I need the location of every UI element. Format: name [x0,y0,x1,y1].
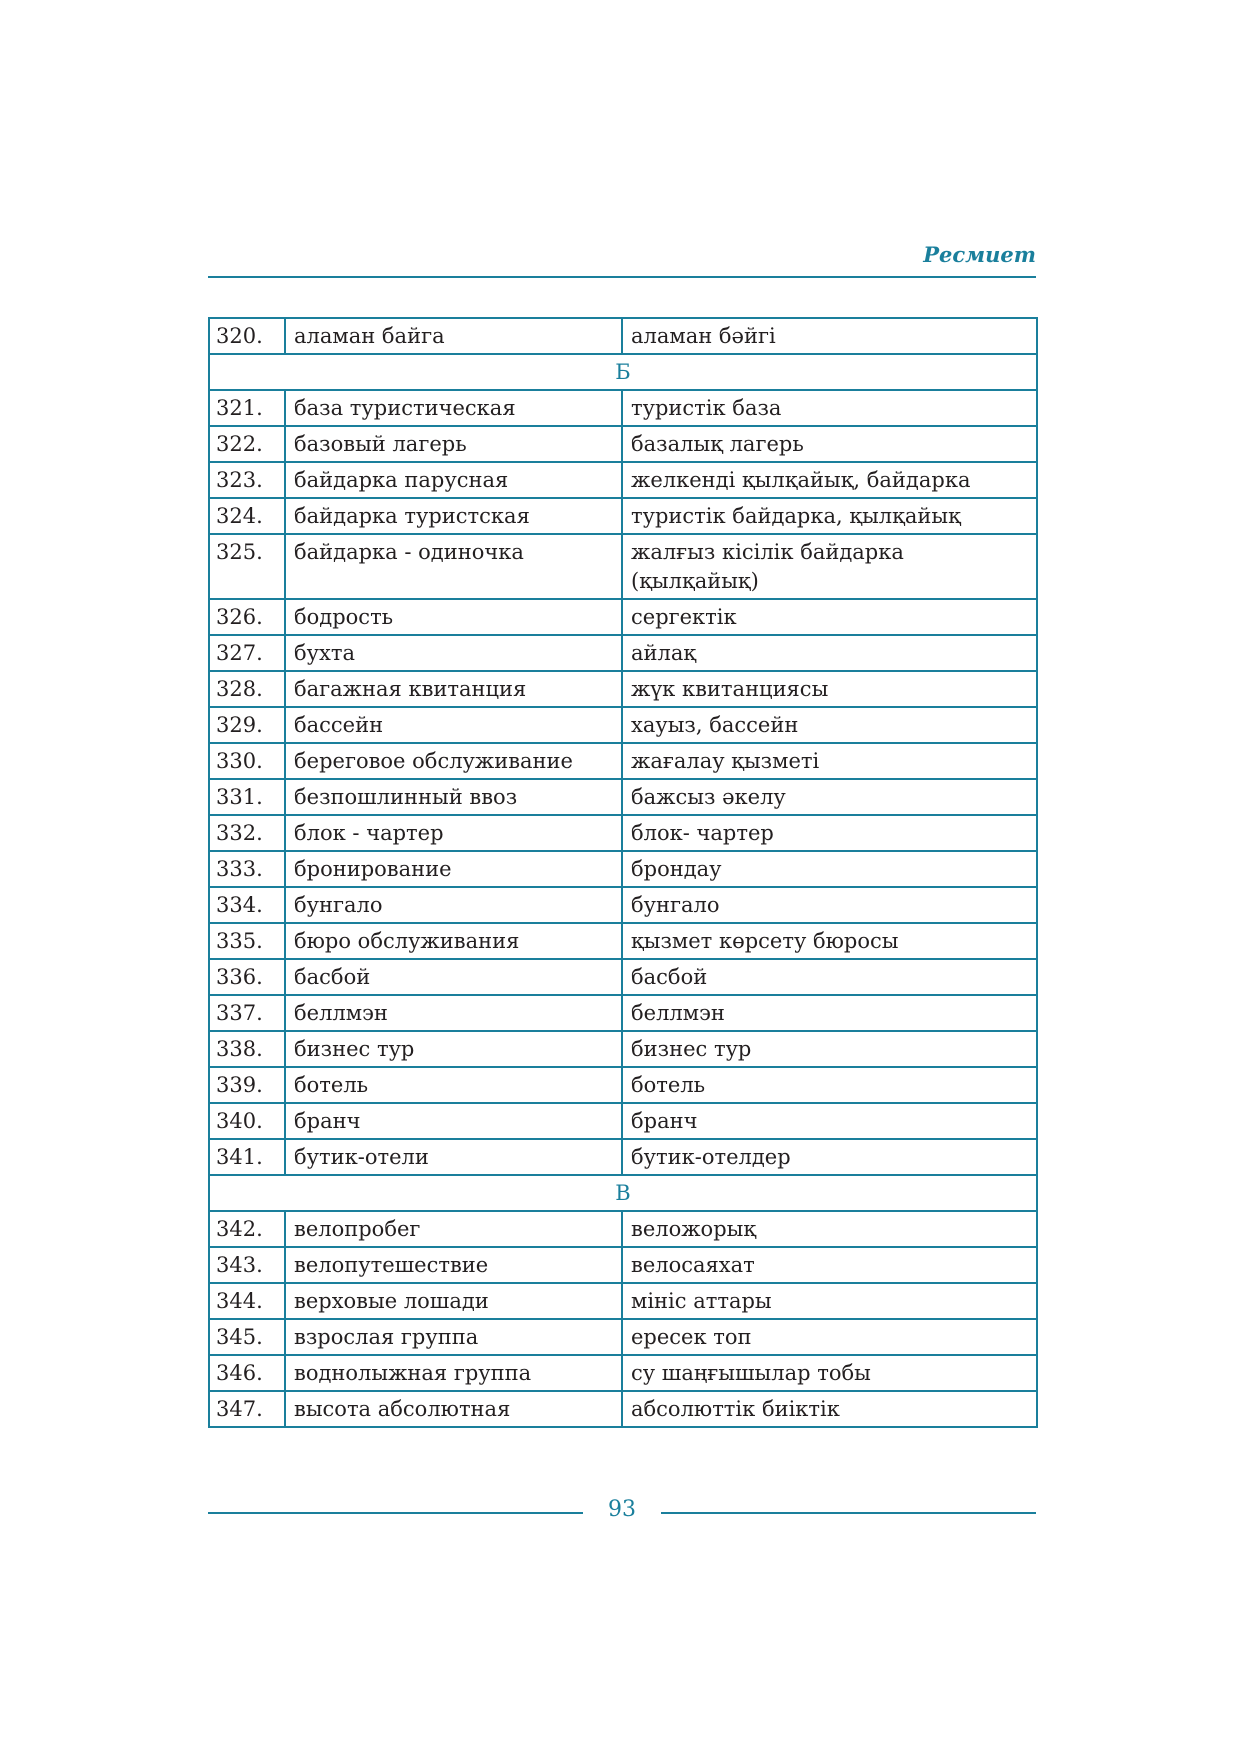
russian-term: базовый лагерь [285,426,622,462]
table-row [209,671,1037,707]
table-row [209,995,1037,1031]
kazakh-term: туристік база [622,390,1037,426]
entry-number: 321. [209,390,285,426]
kazakh-term: базалық лагерь [622,426,1037,462]
table-row [209,1391,1037,1427]
russian-term: велопробег [285,1211,622,1247]
table-row [209,534,1037,599]
entry-number: 320. [209,318,285,354]
table-row [209,887,1037,923]
kazakh-term: бажсыз әкелу [622,779,1037,815]
entry-number: 330. [209,743,285,779]
kazakh-term: ересек топ [622,1319,1037,1355]
entry-number: 322. [209,426,285,462]
running-header-title: Ресмиет [923,242,1036,267]
russian-term: безпошлинный ввоз [285,779,622,815]
russian-term: байдарка туристская [285,498,622,534]
russian-term: бутик-отели [285,1139,622,1175]
table-row [209,1139,1037,1175]
entry-number: 339. [209,1067,285,1103]
kazakh-term: сергектік [622,599,1037,635]
table-row [209,815,1037,851]
table-row [209,318,1037,354]
kazakh-term: бутик-отелдер [622,1139,1037,1175]
table-row [209,779,1037,815]
kazakh-term: велосаяхат [622,1247,1037,1283]
russian-term: береговое обслуживание [285,743,622,779]
russian-term: бухта [285,635,622,671]
russian-term: верховые лошади [285,1283,622,1319]
kazakh-term: блок- чартер [622,815,1037,851]
kazakh-term: жүк квитанциясы [622,671,1037,707]
entry-number: 346. [209,1355,285,1391]
kazakh-term: жалғыз кісілік байдарка (қылқайық) [622,534,1037,599]
table-row [209,1283,1037,1319]
entry-number: 342. [209,1211,285,1247]
russian-term: блок - чартер [285,815,622,851]
kazakh-term: су шаңғышылар тобы [622,1355,1037,1391]
russian-term: бунгало [285,887,622,923]
table-row [209,1031,1037,1067]
table-row [209,959,1037,995]
table-row [209,426,1037,462]
entry-number: 325. [209,534,285,599]
table-row [209,462,1037,498]
kazakh-term: бранч [622,1103,1037,1139]
entry-number: 328. [209,671,285,707]
russian-term: байдарка парусная [285,462,622,498]
table-row [209,390,1037,426]
section-header-row [209,354,1037,390]
page-footer [208,1497,1036,1527]
kazakh-term: бизнес тур [622,1031,1037,1067]
entry-number: 347. [209,1391,285,1427]
section-letter: В [209,1175,1037,1211]
kazakh-term: брондау [622,851,1037,887]
table-row [209,1211,1037,1247]
russian-term: басбой [285,959,622,995]
entry-number: 331. [209,779,285,815]
table-row [209,635,1037,671]
entry-number: 338. [209,1031,285,1067]
russian-term: взрослая группа [285,1319,622,1355]
russian-term: бранч [285,1103,622,1139]
kazakh-term: веложорық [622,1211,1037,1247]
table-row [209,851,1037,887]
entry-number: 333. [209,851,285,887]
kazakh-term: беллмэн [622,995,1037,1031]
kazakh-term: туристік байдарка, қылқайық [622,498,1037,534]
entry-number: 327. [209,635,285,671]
entry-number: 334. [209,887,285,923]
table-row [209,599,1037,635]
entry-number: 323. [209,462,285,498]
russian-term: бюро обслуживания [285,923,622,959]
table-row [209,1247,1037,1283]
entry-number: 336. [209,959,285,995]
kazakh-term: бунгало [622,887,1037,923]
glossary-table [208,317,1038,1428]
russian-term: багажная квитанция [285,671,622,707]
page-number: 93 [608,1497,636,1522]
russian-term: аламан байга [285,318,622,354]
russian-term: бизнес тур [285,1031,622,1067]
entry-number: 326. [209,599,285,635]
russian-term: бодрость [285,599,622,635]
section-letter: Б [209,354,1037,390]
header-divider [208,276,1036,278]
russian-term: база туристическая [285,390,622,426]
russian-term: байдарка - одиночка [285,534,622,599]
entry-number: 345. [209,1319,285,1355]
russian-term: воднолыжная группа [285,1355,622,1391]
table-row [209,743,1037,779]
table-row [209,707,1037,743]
russian-term: велопутешествие [285,1247,622,1283]
table-row [209,1319,1037,1355]
kazakh-term: абсолюттік биіктік [622,1391,1037,1427]
kazakh-term: аламан бәйгі [622,318,1037,354]
russian-term: беллмэн [285,995,622,1031]
kazakh-term: айлақ [622,635,1037,671]
entry-number: 341. [209,1139,285,1175]
table-row [209,498,1037,534]
entry-number: 335. [209,923,285,959]
kazakh-term: қызмет көрсету бюросы [622,923,1037,959]
entry-number: 332. [209,815,285,851]
table-row [209,1355,1037,1391]
table-row [209,1103,1037,1139]
entry-number: 344. [209,1283,285,1319]
table-row [209,923,1037,959]
entry-number: 329. [209,707,285,743]
kazakh-term: желкенді қылқайық, байдарка [622,462,1037,498]
entry-number: 324. [209,498,285,534]
entry-number: 343. [209,1247,285,1283]
entry-number: 337. [209,995,285,1031]
russian-term: высота абсолютная [285,1391,622,1427]
section-header-row [209,1175,1037,1211]
kazakh-term: мініс аттары [622,1283,1037,1319]
kazakh-term: басбой [622,959,1037,995]
footer-divider-right [661,1512,1036,1514]
kazakh-term: хауыз, бассейн [622,707,1037,743]
entry-number: 340. [209,1103,285,1139]
russian-term: ботель [285,1067,622,1103]
table-row [209,1067,1037,1103]
kazakh-term: жағалау қызметі [622,743,1037,779]
russian-term: бронирование [285,851,622,887]
russian-term: бассейн [285,707,622,743]
kazakh-term: ботель [622,1067,1037,1103]
glossary-table-body [209,318,1037,1427]
